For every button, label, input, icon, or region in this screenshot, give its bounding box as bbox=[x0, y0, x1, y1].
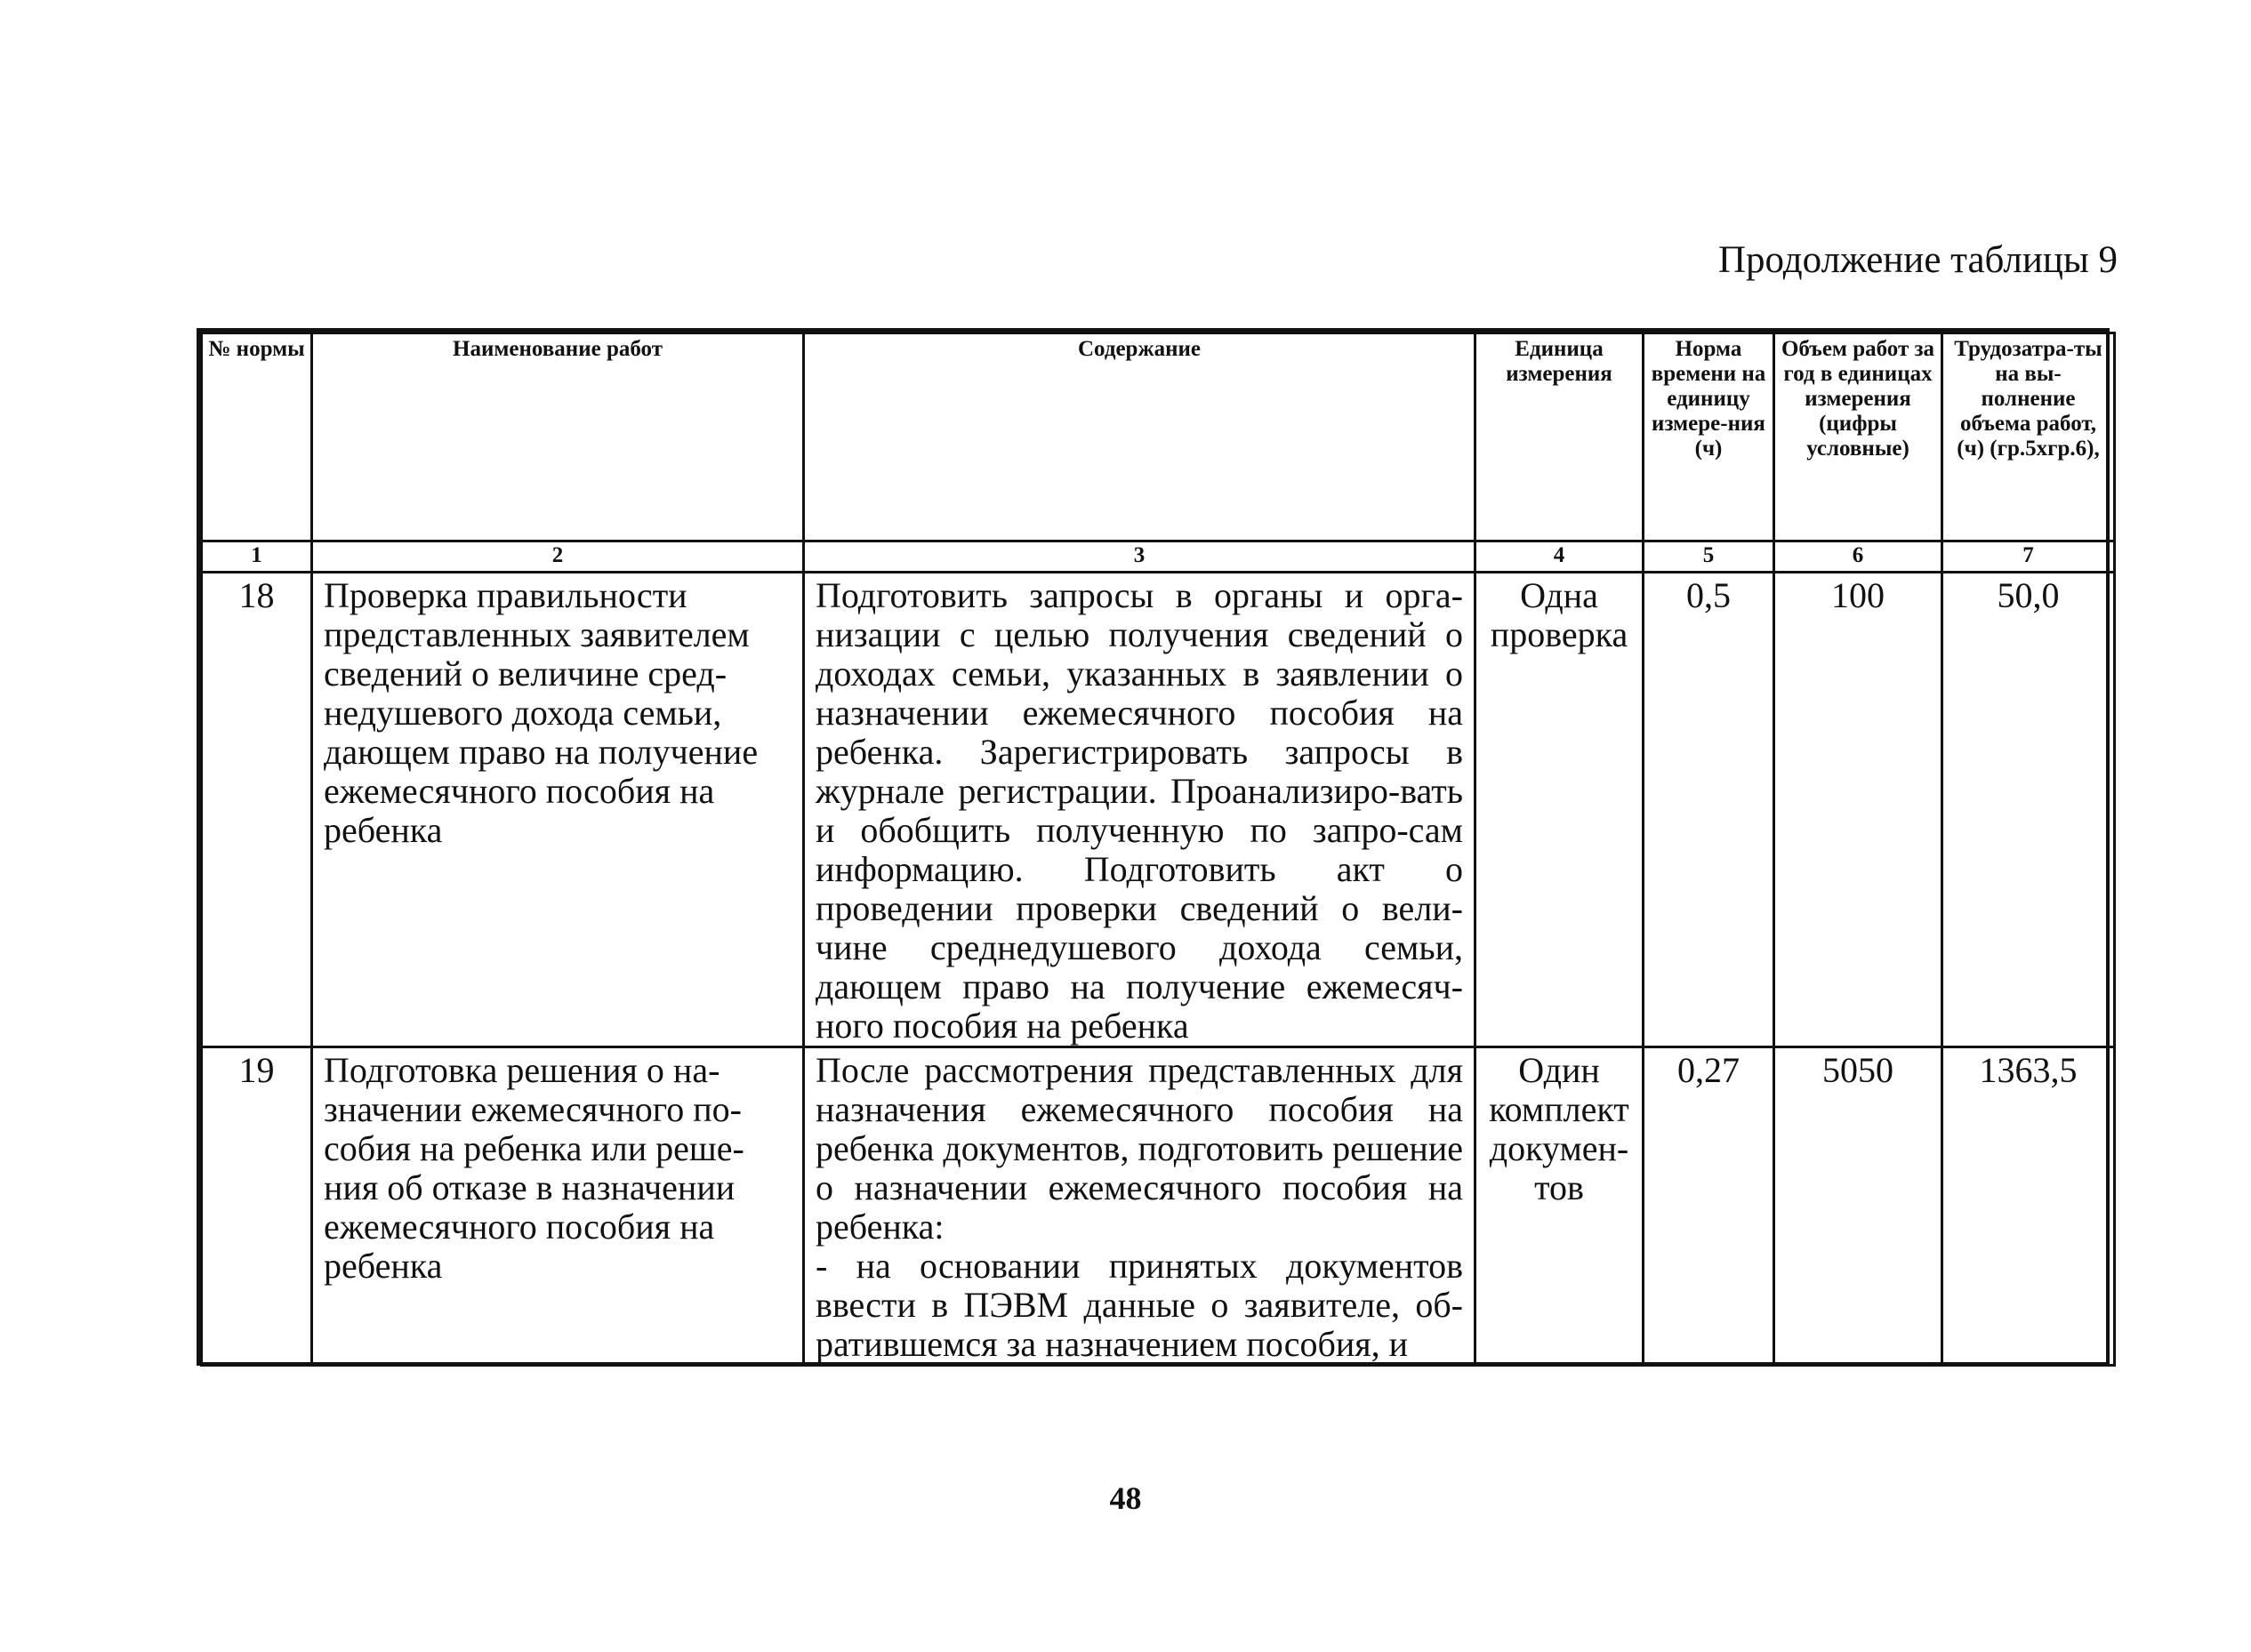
header-unit: Единица измерения bbox=[1475, 333, 1644, 541]
column-number-row bbox=[202, 541, 2115, 573]
header-labor-costs: Трудозатра-ты на вы-полнение объема работ, (ч) (гр.5хгр.6), bbox=[1942, 333, 2115, 541]
work-volume-cell: 5050 bbox=[1774, 1047, 1942, 1366]
work-norms-table bbox=[197, 328, 2110, 1366]
work-name-cell: Подготовка решения о на-значении ежемесячного по-собия на ребенка или реше-ния об отказе в назначении ежемесячного пособия на ребенка bbox=[312, 1047, 804, 1366]
header-time-norm: Норма времени на единицу измере-ния (ч) bbox=[1644, 333, 1774, 541]
column-number: 7 bbox=[1942, 541, 2115, 573]
header-content: Содержание bbox=[804, 333, 1475, 541]
norm-number-cell: 19 bbox=[202, 1047, 312, 1366]
time-norm-cell: 0,27 bbox=[1644, 1047, 1774, 1366]
column-number: 6 bbox=[1774, 541, 1942, 573]
norm-number-cell: 18 bbox=[202, 573, 312, 1047]
page-number: 48 bbox=[1109, 1480, 1142, 1516]
table-caption: Продолжение таблицы 9 bbox=[1717, 239, 2118, 281]
unit-cell: Один комплект докумен-тов bbox=[1475, 1047, 1644, 1366]
content-cell bbox=[804, 1047, 1475, 1366]
column-number: 1 bbox=[202, 541, 312, 573]
unit-cell: Одна проверка bbox=[1475, 573, 1644, 1047]
time-norm-cell: 0,5 bbox=[1644, 573, 1774, 1047]
table-row bbox=[202, 573, 2115, 1047]
work-name-cell: Проверка правильности представленных заявителем сведений о величине сред-недушевого дохода семьи, дающем право на получение ежемесячного пособия на ребенка bbox=[312, 573, 804, 1047]
content-cell: Подготовить запросы в органы и орга-низации с целью получения сведений о доходах семьи, указанных в заявлении о назначении ежемесячного пособия на ребенка. Зарегистрировать запросы в журнале регистрации. Проанализиро-вать и обобщить полученную по запро-сам информацию. Подготовить акт о проведении проверки сведений о вели-чине среднедушевого дохода семьи, дающем право на получение ежемесяч-ного пособия на ребенка bbox=[804, 573, 1475, 1047]
header-work-volume: Объем работ за год в единицах измерения (цифры условные) bbox=[1774, 333, 1942, 541]
header-norm-number: № нормы bbox=[202, 333, 312, 541]
content-list-item: - на основании принятых документов ввести в ПЭВМ данные о заявителе, об-ратившемся за назначением пособия, и bbox=[816, 1246, 1463, 1364]
header-row bbox=[202, 333, 2115, 541]
column-number: 3 bbox=[804, 541, 1475, 573]
column-number: 4 bbox=[1475, 541, 1644, 573]
labor-costs-cell: 50,0 bbox=[1942, 573, 2115, 1047]
header-work-name: Наименование работ bbox=[312, 333, 804, 541]
labor-costs-cell: 1363,5 bbox=[1942, 1047, 2115, 1366]
content-paragraph: После рассмотрения представленных для назначения ежемесячного пособия на ребенка документов, подготовить решение о назначении ежемесячного пособия на ребенка: bbox=[816, 1050, 1463, 1247]
work-volume-cell: 100 bbox=[1774, 573, 1942, 1047]
column-number: 2 bbox=[312, 541, 804, 573]
column-number: 5 bbox=[1644, 541, 1774, 573]
table-row bbox=[202, 1047, 2115, 1366]
